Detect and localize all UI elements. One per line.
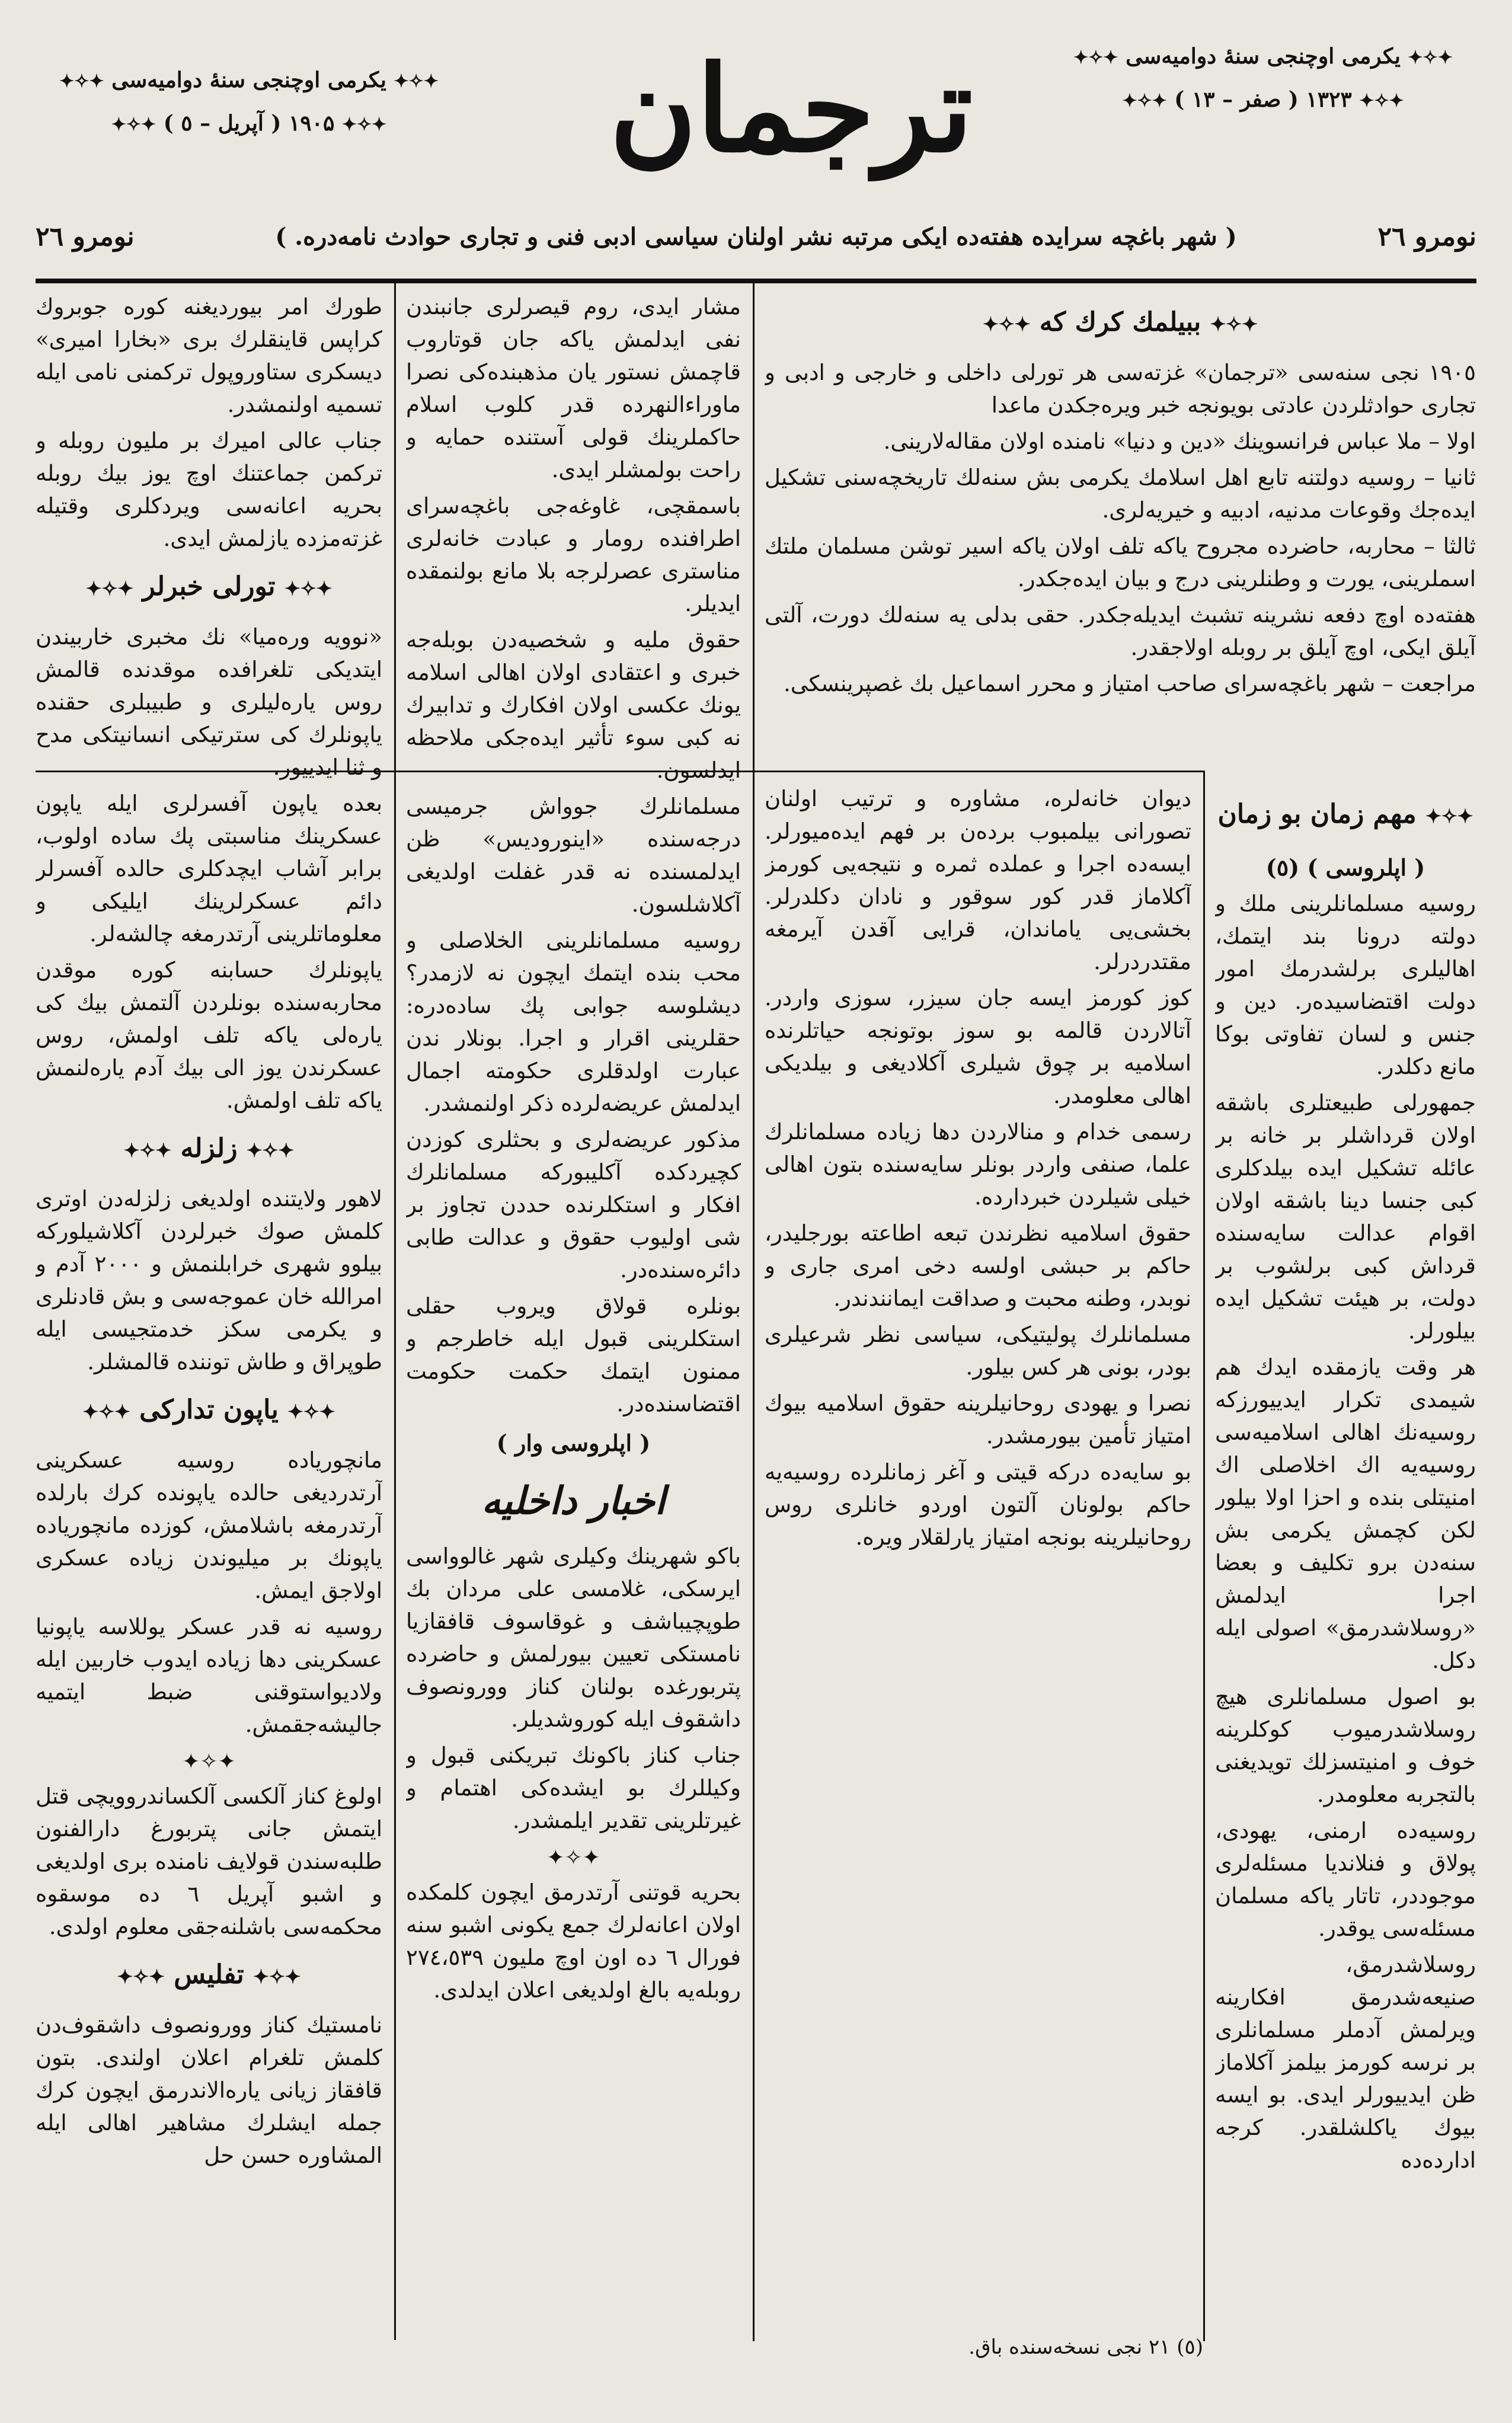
news-item: لاهور ولایتنده اولدیغی زلزله‌دن اوتری کلمش صوك خبرلردن آکلاشیلورکه بیلوو شهری خرابلنمش و ۲۰۰۰ آدم و امرالله خان عموجه‌سی و بش قادنلری و یکرمی سکز خدمتجیسی ایله طوپراق و طاش توننده قالمشلر. <box>36 1186 382 1374</box>
paragraph: رسمی خدام و منالاردن دها زیاده مسلمانلرك علما، صنفی واردر بونلر سایه‌سنده بتون اهالی خیلی شیلردن خبردارده. <box>765 1119 1191 1210</box>
paragraph: کوز کورمز ایسه جان سیزر، سوزی واردر. آتالاردن قالمه بو سوز بوتونجه حیاتلرنده اسلامیه بر چوق شیلری آکلادیغی و بیلدیکی اهالی معلومدر. <box>765 985 1191 1108</box>
column-divider <box>753 771 755 2341</box>
column-middle-left <box>406 290 741 2329</box>
paragraph: روسلاشدرمق، صنیعه‌شدرمق افکارینه ویرلمش آدملر مسلمانلری بر نرسه کورمز بیلمز آکلاماز ظن ایدییورلر ایدی. بو ایسه بیوك یاکلشلقدر. کرجه ادارده‌ده <box>1215 1952 1476 2173</box>
paragraph: اولا – ملا عباس فرانسوینك «دین و دنیا» نامنده اولان مقاله‌لارینی. <box>883 429 1476 454</box>
newspaper-description: ( شهر باغچه سرایده هفته‌ده ایکی مرتبه نشر اولنان سیاسی ادبی فنی و تجاری حوادث نامه‌دره. ) <box>275 223 1237 251</box>
tiflis-heading: ✦✧✦ تفلیس ✦✧✦ <box>117 1960 301 1990</box>
paragraph: طورك امر بیوردیغنه کوره جوبروك کراپس قاینقلرك بری «بخارا امیری» دیسکری ستاوروپول ترکمنی نامی ایله تسمیه اولنمشدر. <box>36 294 382 417</box>
paragraph: هر وقت یازمقده ایدك هم شیمدی تکرار ایدییورزکه روسیه‌نك اهالی اسلامیه‌سی روسیه‌یه اك اخلاصلی اك امنیتلی بنده و احزا اولا بیلور لکن کچمش یکرمی بش سنه‌دن برو تکلیف و بعضا اجرا ایدلمش «روسلاشدرمق» اصولی ایله دکل. <box>1215 1354 1476 1673</box>
news-item: یاپونلرك حسابنه کوره موقدن محاربه‌سنده بونلردن آلتمش بیك کی یاره‌لی یاکه تلف اولمش، روس عسکرندن یوز الی بیك آدم یاره‌لنمش یاکه تلف اولمش. <box>36 957 382 1113</box>
column-divider <box>753 283 755 771</box>
paragraph: مراجعت – شهر باغچه‌سرای صاحب امتیاز و محرر اسماعیل بك غصپرینسکی. <box>784 671 1476 696</box>
paragraph: دیوان خانه‌لره، مشاوره و ترتیب اولنان تصورانی بیلمبوب برده‌ن بر فهم ایده‌میورلر. ایسه‌ده اجرا و عملده ثمره و نتیجه‌یی کورمز آکلاماز قدر کور سوقور و نادان دکلدرلر. بخشی‌یی یاماندان، قرایی آقدن آیرمغه مقتدردرلر. <box>765 786 1191 974</box>
paragraph: مذکور عریضه‌لری و بحثلری کوزدن کچیردکده آکلیبورکه مسلمانلرك افکار و استکلرنده حددن تجاوز بر شی اولیوب حقوق و عدالت طابی دائره‌سنده‌در. <box>406 1127 741 1283</box>
news-item: جناب کناز باکونك تبریکنی قبول و وکیللرك بو ایشده‌کی اهتمام و غیرتلرینی تقدیر ایلمشدر. <box>406 1743 741 1833</box>
paragraph: روسیه‌ده ارمنی، یهودی، پولاق و فنلاندیا مسئله‌لری موجوددر، تاتار یاکه مسلمان مسئله‌سی یوقدر. <box>1215 1818 1476 1941</box>
ear-left-date: ✦✧✦ ۱۹۰۵ ( آپریل – ٥ ) ✦✧✦ <box>111 111 387 136</box>
paragraph: مشار ایدی، روم قیصرلری جانبندن نفی ایدلمش یاکه جان قوتاروب قاچمش نستور یان مذهبنده‌کی نصرا ماوراءالنهرده قدر کلوب اسلام حاکملرینك قولی آستنده حمایه و راحت بولمشلر ایدی. <box>406 294 741 482</box>
news-item: اولوغ کناز آلکسی آلکساندروویچی قتل ایتمش جانی پتربورغ دارالفنون طلبه‌سندن قولایف نامنده بری اولدیغی و اشبو آپریل ٦ ده موسقوه محکمه‌سی باشلنه‌جقی معلوم اولدی. <box>36 1783 382 1939</box>
domestic-news-heading: اخبار داخلیه <box>481 1479 666 1523</box>
paragraph: روسیه مسلمانلرینی ملك و دولته درونا بند ایتمك، اهالیلری برلشدرمك امور دولت اقتضاسیده‌ر. دین و جنس و لسان تفاوتی بوکا مانع دکلدر. <box>1215 891 1476 1079</box>
ear-left-year: ✦✧✦ یکرمی اوچنجی سنهٔ دوامیه‌سی ✦✧✦ <box>59 68 439 92</box>
column-far-left <box>36 290 382 2329</box>
to-be-continued: ( اپلروسی وار ) <box>496 1430 651 1456</box>
paragraph: ثالثا – محاربه، حاضرده مجروح یاکه تلف اولان یاکه اسیر توشن مسلمان ملتك اسملرینی، یورت و وطنلرینی درج و بیان ایده‌جکدر. <box>765 533 1476 592</box>
news-item: روسیه نه قدر عسکر یوللاسه یاپونیا عسکرینی دها زیاده ایدوب خاربین ایله ولادیواستوقنی ضبط ایتمیه جالیشه‌جقمش. <box>36 1614 382 1737</box>
paragraph: بونلره قولاق ویروب حقلی استکلرینی قبول ایله خاطرجم و ممنون ایتمك حکمت حکومت اقتضاسنده‌در. <box>406 1293 741 1417</box>
masthead-rule <box>36 279 1476 283</box>
paragraph: مسلمانلرك جوواش جرمیسی درجه‌سنده «اینورودیس» ظن ایدلمسنده نه قدر غفلت اولدیغی آکلاشلسون. <box>406 794 741 917</box>
various-news-heading: ✦✧✦ تورلی خبرلر ✦✧✦ <box>85 571 333 602</box>
paragraph: هفته‌ده اوچ دفعه نشرینه تشبث ایدیله‌جکدر. حقی بدلی یه سنه‌لك دورت، آلتی آیلق ایکی، اوچ آیلق بر روبله اولاجقدر. <box>765 602 1476 660</box>
paragraph: ۱۹۰٥ نجی سنه‌سی «ترجمان» غزته‌سی هر تورلی داخلی و خارجی و ادبی و تجاری حوادثلردن عادتی بویونجه خبر ویره‌جکدن ماعدا <box>765 360 1476 418</box>
section-separator: ✦✧✦ <box>546 1846 600 1870</box>
article-subheading: ( اپلروسی ) (٥) <box>1265 854 1425 881</box>
masthead <box>36 24 1476 196</box>
paragraph: بو سایه‌ده درکه قیتی و آغر زمانلرده روسیه‌یه حاکم بولونان آلتون اوردو خانلری روس روحانیلرینه بونجه امتیاز یارلقلار ویره. <box>765 1459 1191 1550</box>
section-separator: ✦✧✦ <box>182 1750 236 1774</box>
ornament: ✦✧✦ <box>1408 47 1453 68</box>
paragraph: جمهورلی طبیعتلری باشقه اولان قرداشلر بر خانه بر عائله تشکیل ایده بیلدکلری کبی جنسا دینا باشقه اولان اقوام عدالت سایه‌سنده قرداش کبی برلشوب بر دولت، بر هیئت تشکیل ایده بیلورلر. <box>1215 1090 1476 1344</box>
news-item: «نوویه وره‌میا» نك مخبری خاربیندن ایتدیکی تلغرافده موقدنده قالمش روس یاره‌لیلری و طبیبلری حقنده یاپونلرك کی سترتیکی انسانیتکی مدح و ثنا ایدییور. <box>36 624 382 780</box>
newspaper-title: ترجمان <box>609 40 973 179</box>
news-item: بعده یاپون آفسرلری ایله یاپون عسکرینك مناسبتی پك ساده اولوب، برابر آشاب ایچدکلری حالده آفسرلر دائم عسکرلرینك ایلیکی و معلوماتلرینی آرتدرمغه چالشه‌لر. <box>36 791 382 947</box>
issue-number-left: نومرو ۲٦ <box>36 222 135 252</box>
issue-number-right: نومرو ۲٦ <box>1377 222 1476 252</box>
news-item: باکو شهرینك وکیلری شهر غالوواسی ایرسکی، غلامسی علی مردان بك طوپچیباشف و غوقاسوف قافقازیا نامستکی تعیین بیورلمش و حاضرده پتربورغده بولنان کناز وورونصوف داشقوف ایله کوروشدیلر. <box>406 1543 741 1732</box>
footnote <box>36 2329 1203 2365</box>
paragraph: جناب عالی امیرك بر ملیون روبله و ترکمن جماعتنك اوچ یوز بیك روبله بحریه اعانه‌سی ویردکلری وقتیله غزته‌مزده یازلمش ایدی. <box>36 428 382 551</box>
column-divider <box>1203 771 1205 2341</box>
column-divider <box>394 283 396 2340</box>
paragraph: مسلمانلرك پولیتیکی، سیاسی نظر شرعیلری بودر، بونی هر کس بیلور. <box>765 1322 1191 1380</box>
paragraph: نصرا و یهودی روحانیلرینه حقوق اسلامیه بیوك امتیاز تأمین بیورمشدر. <box>765 1390 1191 1449</box>
paragraph: حقوق ملیه و شخصیه‌دن بوبله‌جه خبری و اعتقادی اولان اهالی اسلامه یونك عکسی اولان افکارك و تدابیرك نه کبی سوء تأثیر ایده‌جکی ملاحظه ایدلسون. <box>406 627 741 783</box>
footnote-text: (٥) ۲۱ نجی نسخه‌سنده باق. <box>968 2335 1203 2359</box>
masthead-ear-right <box>1050 36 1476 122</box>
ornament: ✦✧✦ <box>1073 47 1118 68</box>
news-item: بحریه قوتنی آرتدرمق ایچون کلمکده اولان اعانه‌لرك جمع یکونی اشبو سنه فورال ٦ ده اون اوچ ملیون ۲۷٤،٥۳۹ روبله‌یه بالغ اولدیغی اعلان ایدلدی. <box>406 1879 741 2003</box>
column-continuation <box>765 782 1191 2323</box>
column-important-time <box>1215 782 1476 2323</box>
paragraph: حقوق اسلامیه نظرندن تبعه اطاعته بورجلیدر، حاکم بر حبشی اولسه دخی امری جاری و نوبدر، وطنه محبت و صداقت ایمانندندر. <box>765 1220 1191 1311</box>
paragraph: بو اصول مسلمانلری هیچ روسلاشدرمیوب کوکلرینه خوف و امنیتسزلك تویدیغنی بالتجربه معلومدر. <box>1215 1684 1476 1807</box>
announcement-column <box>765 290 1476 765</box>
announcement-heading: ✦✧✦ ببیلمك كرك كه ✦✧✦ <box>982 307 1258 337</box>
news-item: مانچوریاده روسیه عسکرینی آرتدردیغی حالده یاپونده کرك بارلده آرتدرمغه باشلامش، کوزده مانچوریاده یاپونك بر میلیوندن زیاده عسکری اولاجق ایمش. <box>36 1447 382 1603</box>
news-item: نامستیك کناز وورونصوف داشقوف‌دن کلمش تلغرام اعلان اولندی. بتون قافقاز زیانی یاره‌الاندرمق ایچون کرك جمله ایشلرك مشاهیر اهالی ایله المشاوره حسن حل <box>36 2012 382 2168</box>
paragraph: روسیه مسلمانلرینی الخلاصلی و محب بنده ایتمك ایچون نه لازمدر؟ دیشلوسه جوابی پك ساده‌دره: حقلرینی اقرار و اجرا. بونلار ندن عبارت اولدقلری حکومته اجمال ایدلمش عریضه‌لرده ذکر اولنمشدر. <box>406 928 741 1116</box>
article-heading: ✦✧✦ مهم زمان بو زمان <box>1217 799 1473 829</box>
ear-right-year: ✦✧✦ یکرمی اوچنجی سنهٔ دوامیه‌سی ✦✧✦ <box>1073 44 1453 69</box>
earthquake-heading: ✦✧✦ زلزله ✦✧✦ <box>123 1133 295 1163</box>
subheader <box>36 202 1476 273</box>
paragraph: باسمقچی، غاوغه‌جی باغچه‌سرای اطرافنده رومار و عبادت خانه‌لری مناستری عصرلرجه بلا مانع بولنمقده ایدیلر. <box>406 493 741 616</box>
japan-preparation-heading: ✦✧✦ یاپون تدارکی ✦✧✦ <box>82 1395 335 1425</box>
masthead-ear-left <box>36 59 462 146</box>
paragraph: ثانیا – روسیه دولتنه تابع اهل اسلامك یکرمی بش سنه‌لك تاریخچه‌سنی تشکیل ایده‌جك وقوعات مدنیه، ادبیه و خیریه‌لری. <box>765 465 1476 523</box>
ear-right-date: ✦✧✦ ۱۳۲۳ ( صفر – ۱۳ ) ✦✧✦ <box>1122 87 1404 112</box>
